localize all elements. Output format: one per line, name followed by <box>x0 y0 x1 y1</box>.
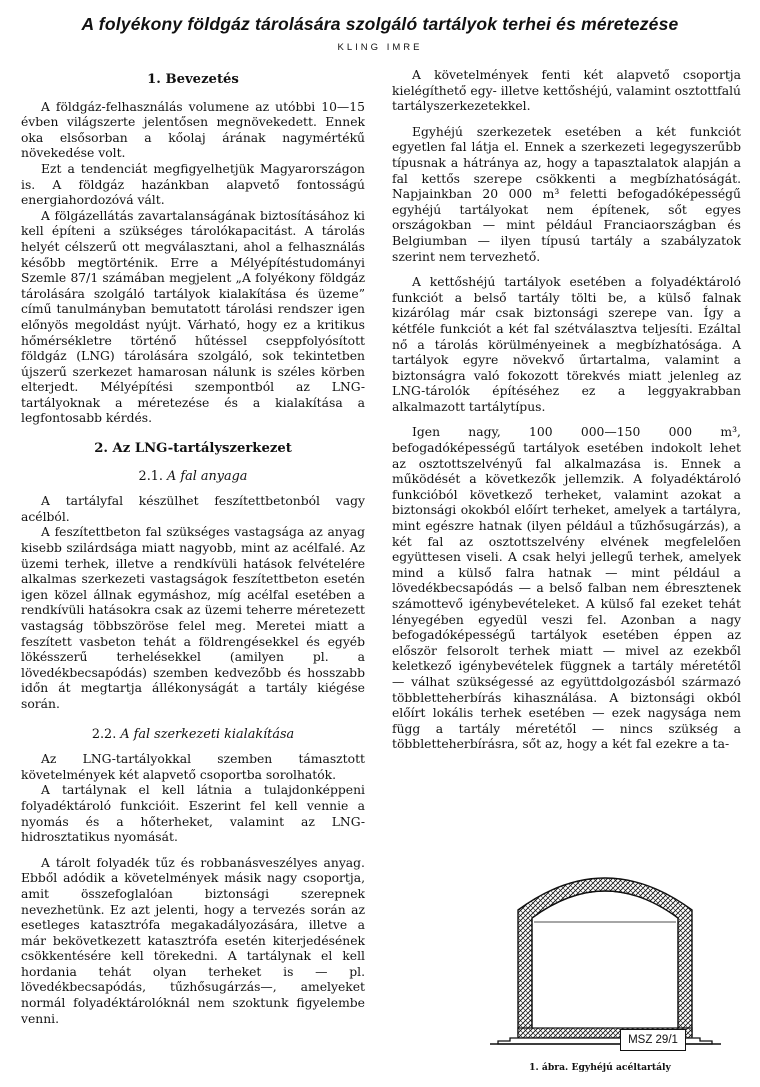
paragraph: A feszítettbeton fal szükséges vastagsága az anyag kisebb szilárdsága miatt nagyobb, mint az acélfalé. Az üzemi terhek, illetve a rendkívüli hatások felvételére alkalmas szerkezeti vastagságok feszítettbeton esetén igen közel állnak egymáshoz, míg acélfal esetében a rendkívüli hatásokra csak az üzemi teherre méretezett vastagság többszöröse felel meg. Meretei miatt a feszített vasbeton tehát a földrengésekkel és egyéb lökésszerű terhelésekkel (amilyen pl. a lövedékbecsapódás) szemben kedvezőbb és hosszabb időn át megtartja állékonyságát a tartály kiégése során. <box>21 525 365 711</box>
paragraph: A fölgázellátás zavartalanságának biztosításához ki kell építeni a szükséges tárolókapacitást. A tárolás helyét célszerű ott megválasztani, ahol a felhasználás később megtörténik. Erre a Mélyépítéstudományi Szemle 87/1 számában megjelent „A folyékony földgáz tárolására szolgáló tartályok kialakítása és üzeme” című tanulmányban bemutatott tárolási rendszer igen előnyös megoldást nyújt. Várható, hogy ez a kritikus hőmérsékletre történő hűtéssel cseppfolyósított földgáz (LNG) tárolására szolgáló, sok tekintetben újszerű szerkezet hamarosan nálunk is széles körben elterjedt. Mélyépítési szempontból az LNG-tartályoknak a méretezése és a kialakítása a legfontosabb kérdés. <box>21 208 365 426</box>
paragraph: A tárolt folyadék tűz és robbanásveszélyes anyag. Ebből adódik a követelmények másik nagy csoportja, amit összefoglalóan biztonsági szerepnek nevezhetünk. Ez azt jelenti, hogy a tervezés során az esetleges katasztrófa megakadályozására, illetve a már bekövetkezett katasztrófa esetén kiterjedésének csökkentésére kell törekedni. A tartálynak el kell hordania tehát olyan terheket is — pl. lövedékbecsapódás, tűzhősugárzás—, amelyeket normál folyadéktárolóknál nem szoktunk figyelembe venni. <box>21 855 365 1026</box>
subsection-number: 2.2. <box>91 726 117 742</box>
insulation-shell <box>518 878 692 1036</box>
figure-caption: 1. ábra. Egyhéjú acéltartály <box>529 1062 671 1073</box>
figure-reference-box: MSZ 29/1 <box>620 1029 686 1051</box>
paragraph: A tartályfal készülhet feszítettbetonból vagy acélból. <box>21 494 365 524</box>
subsection-title: A fal anyaga <box>167 468 248 484</box>
paragraph: A tartálynak el kell látnia a tulajdonképpeni folyadéktároló funkcióit. Eszerint fel kell vennie a nyomás és a hőterheket, valamint az LNG-hidrosztatikus nyomását. <box>21 783 365 845</box>
subsection-number: 2.1. <box>138 468 163 484</box>
paragraph: Az LNG-tartályokkal szemben támasztott követelmények két alapvető csoportba sorolhatók. <box>21 752 365 782</box>
right-column <box>392 68 741 753</box>
paragraph: Egyhéjú szerkezetek esetében a két funkciót egyetlen fal látja el. Ennek a szerkezeti legegyszerűbb típusnak a hátránya az, hogy a tapasztalatok alapján a fal kettős szerepe csökkenti a megbízhatóságát. Napjainkban 20 000 m³ feletti befogadóképességű egyhéjú tartályokat nem építenek, sőt egyes országokban — mint például Franciaországban és Belgiumban — ilyen típusú tartály a szabályzatok szerint nem tervezhető. <box>392 124 741 264</box>
subsection-heading-wall-design <box>21 727 365 743</box>
subsection-heading-wall-material <box>21 469 365 485</box>
paragraph: A földgáz-felhasználás volumene az utóbbi 10—15 évben világszerte jelentősen megnövekedett. Ennek oka elsősorban a kőolaj árának nagymértékű növekedése volt. <box>21 99 365 161</box>
paragraph: Ezt a tendenciát megfigyelhetjük Magyarországon is. A földgáz hazánkban alapvető fontosságú energiahordozóvá vált. <box>21 161 365 208</box>
paragraph: A kettőshéjú tartályok esetében a folyadéktároló funkciót a belső tartály tölti be, a külső falnak kizárólag már csak biztonsági szerepe van. Így a kétféle funkciót a két fal szétválasztva teljesíti. Ezáltal nő a tárolás körülményeinek a megbízhatósága. A tartályok egyre növekvő űrtartalma, valamint a biztonságra való fokozott törekvés miatt jelenleg az LNG-tárolók építéséhez ez a leggyakrabban alkalmazott tartálytípus. <box>392 275 741 414</box>
tank-cross-section-figure <box>488 858 723 1083</box>
paragraph: Igen nagy, 100 000—150 000 m³, befogadóképességű tartályok esetében indokolt lehet az osztottszelvényű fal alkalmazása is. Ennek a működését a következők jellemzik. A folyadéktároló funkcióból következő terheket, valamint azokat a biztonsági okokból előírt terheket, amelyek a tartályra, mint egészre hatnak (ilyen például a tűzhősugárzás), a két fal az osztottszelvény elvének megfelelően együttesen viseli. A csak helyi jellegű terhek, amelyek mind a külső falra hatnak — mint például a lövedékbecsapódás — a belső falban nem ébresztenek számottevő igénybevételeket. A külső fal ezeket tehát lényegében egyedül veszi fel. Azonban a nagy befogadóképességű tartályok esetében éppen az először felsorolt terhek miatt — mivel az ezekből keletkező igénybevételek függnek a tartály méretétől — válhat szükségessé az együttdolgozásból származó többletteherbírás kihasználása. A biztonsági okból előírt lokális terhek esetében — ezek nagysága nem függ a tartály méretétől — nincs szükség a többletteherbírásra, sőt az, hogy a két fal ezekre a ta- <box>392 425 741 752</box>
article-title: A folyékony földgáz tárolására szolgáló tartályok terhei és méretezése <box>81 14 679 34</box>
left-column <box>21 68 365 1027</box>
section-heading-introduction: 1. Bevezetés <box>147 72 239 87</box>
subsection-title: A fal szerkezeti kialakítása <box>120 726 295 742</box>
inner-tank-wall <box>532 891 678 1036</box>
paragraph: A követelmények fenti két alapvető csoportja kielégíthető egy- illetve kettőshéjú, valamint osztottfalú tartályszerkezetekkel. <box>392 68 741 114</box>
section-heading-lng-structure: 2. Az LNG-tartályszerkezet <box>94 441 292 457</box>
author-name: KLING IMRE <box>337 42 423 53</box>
